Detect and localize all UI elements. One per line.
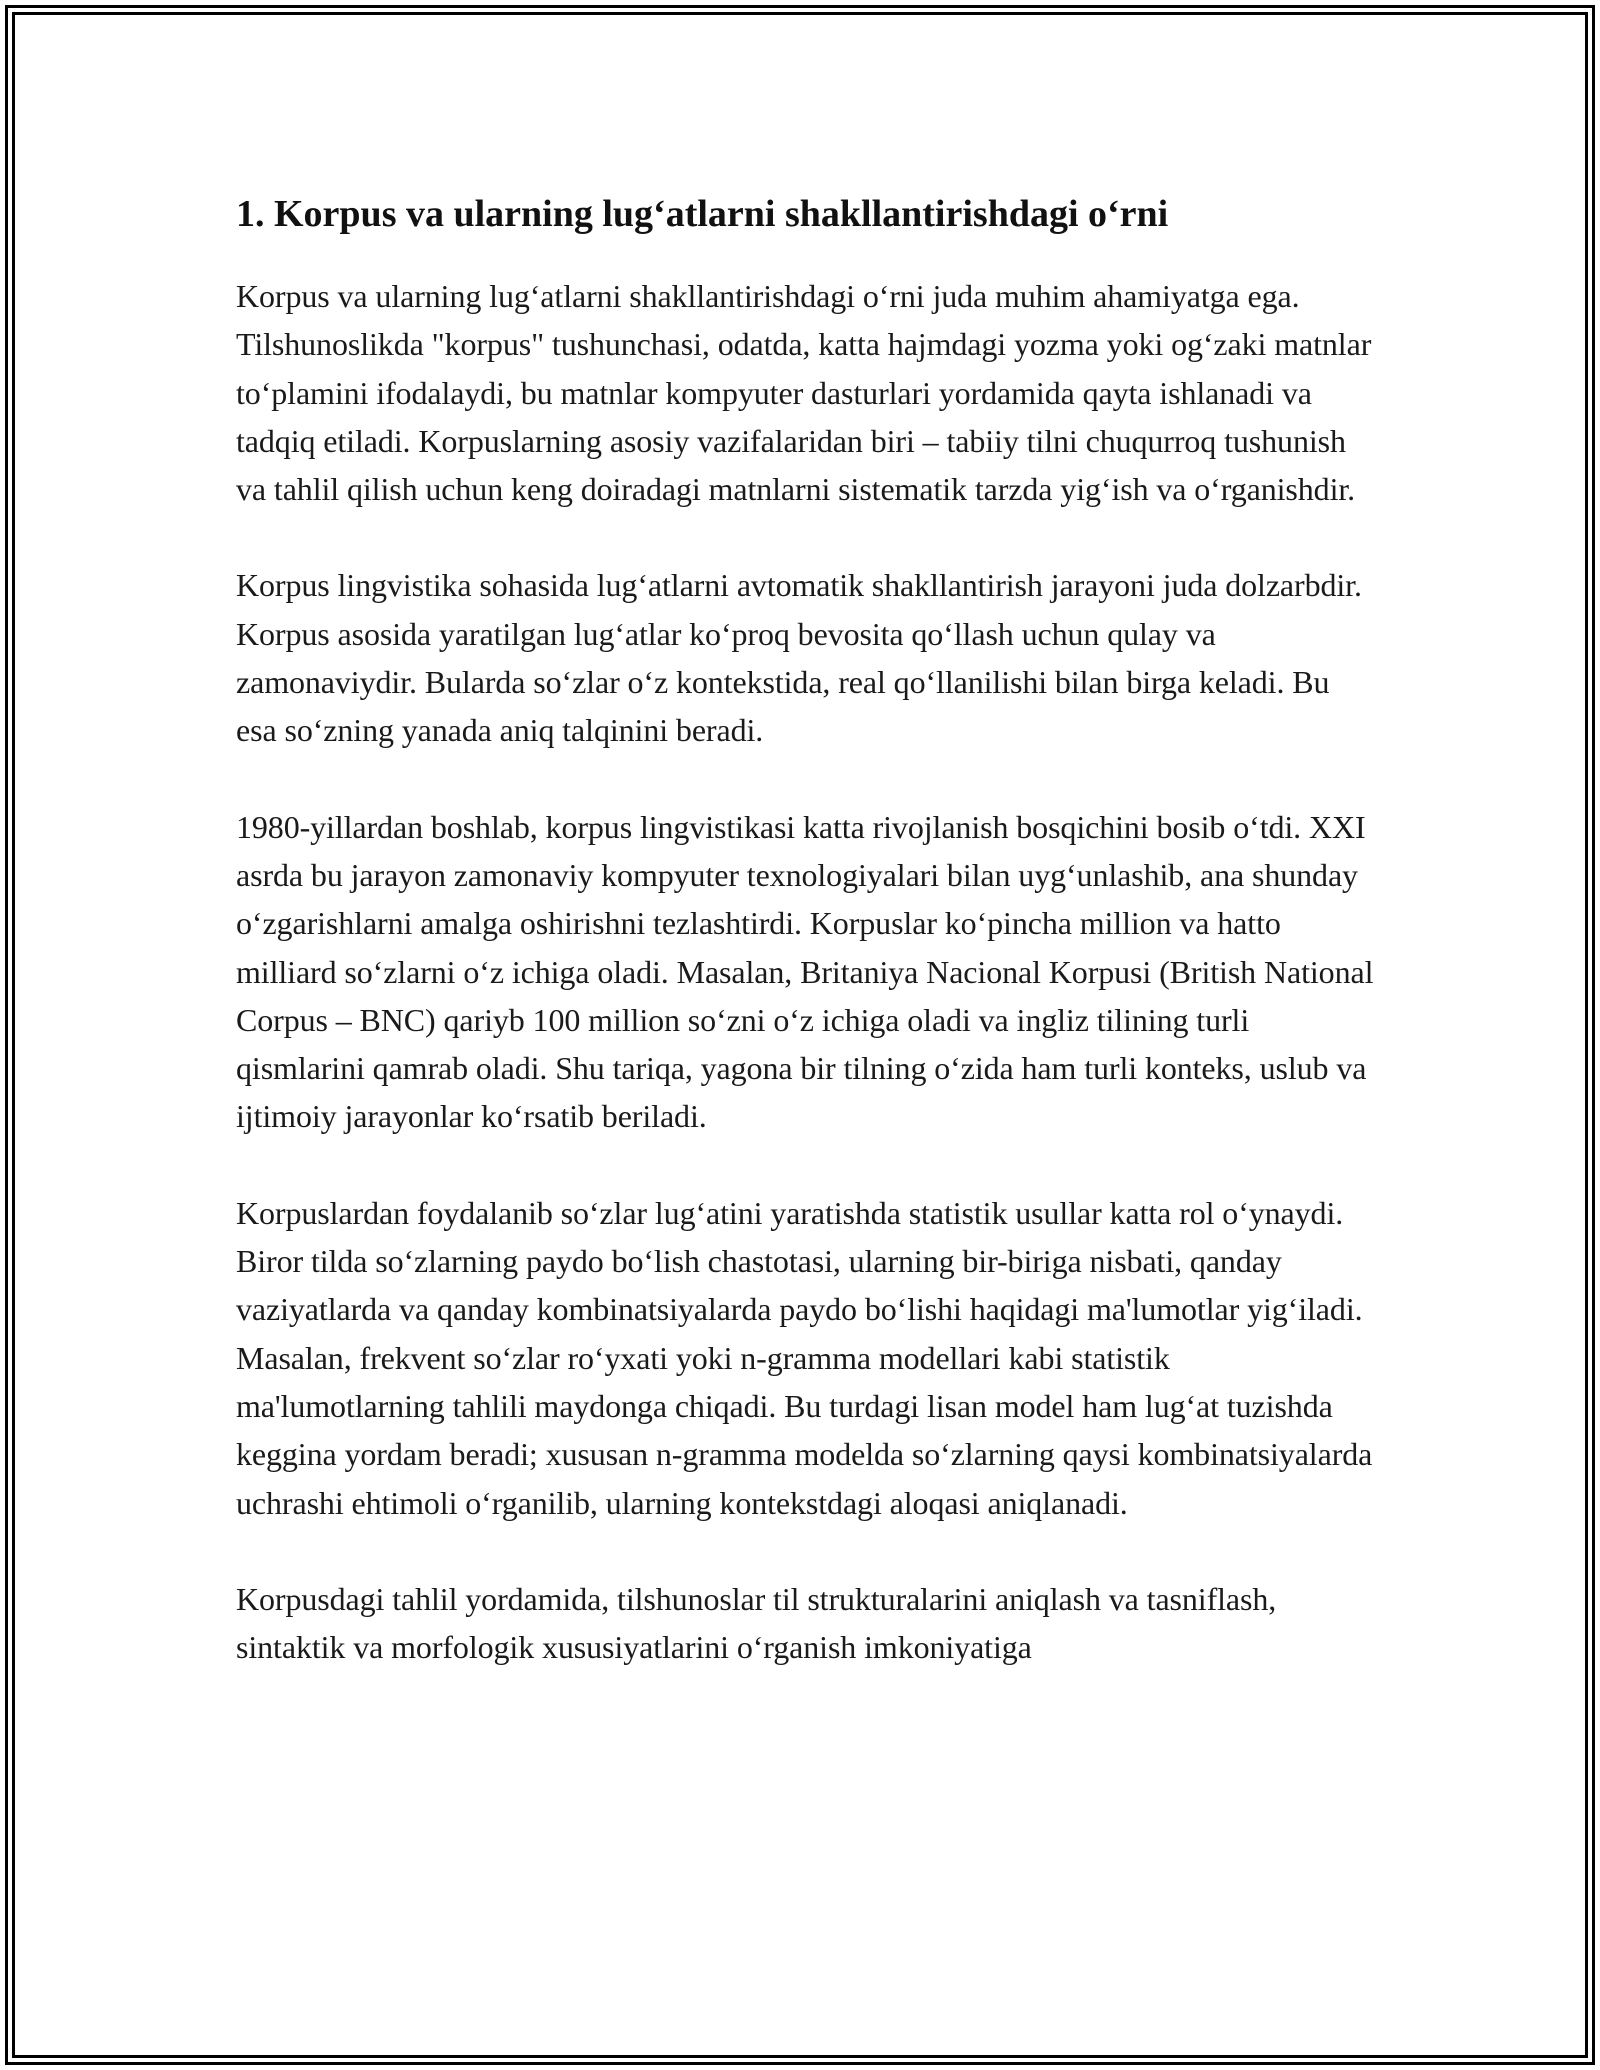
document-body (236, 184, 1376, 1719)
paragraph-3: 1980-yillardan boshlab, korpus lingvistikasi katta rivojlanish bosqichini bosib o‘tdi. XXI asrda bu jarayon zamonaviy kompyuter texnologiyalari bilan uyg‘unlashib, ana shunday o‘zgarishlarni amalga oshirishni tezlashtirdi. Korpuslar ko‘pincha million va hatto milliard so‘zlarni o‘z ichiga oladi. Masalan, Britaniya Nacional Korpusi (British National Corpus – BNC) qariyb 100 million so‘zni o‘z ichiga oladi va ingliz tilining turli qismlarini qamrab oladi. Shu tariqa, yagona bir tilning o‘zida ham turli konteks, uslub va ijtimoiy jarayonlar ko‘rsatib beriladi. (236, 808, 1374, 1135)
paragraph-4: Korpuslardan foydalanib so‘zlar lug‘atini yaratishda statistik usullar katta rol o‘ynaydi. Biror tilda so‘zlarning paydo bo‘lish chastotasi, ularning bir-biriga nisbati, qanday vaziyatlarda va qanday kombinatsiyalarda paydo bo‘lishi haqidagi ma'lumotlar yig‘iladi. Masalan, frekvent so‘zlar ro‘yxati yoki n-gramma modellari kabi statistik ma'lumotlarning tahlili maydonga chiqadi. Bu turdagi lisan model ham lug‘at tuzishda keggina yordam beradi; xususan n-gramma modelda so‘zlarning qaysi kombinatsiyalarda uchrashi ehtimoli o‘rganilib, ularning kontekstdagi aloqasi aniqlanadi. (236, 1194, 1373, 1521)
paragraph-5: Korpusdagi tahlil yordamida, tilshunoslar til strukturalarini aniqlash va tasniflash, sintaktik va morfologik xususiyatlarini o‘rganish imkoniyatiga (236, 1580, 1277, 1666)
paragraph-1: Korpus va ularning lug‘atlarni shakllantirishdagi o‘rni juda muhim ahamiyatga ega. Tilshunoslikda "korpus" tushunchasi, odatda, katta hajmdagi yozma yoki og‘zaki matnlar to‘plamini ifodalaydi, bu matnlar kompyuter dasturlari yordamida qayta ishlanadi va tadqiq etiladi. Korpuslarning asosiy vazifalaridan biri – tabiiy tilni chuqurroq tushunish va tahlil qilish uchun keng doiradagi matnlarni sistematik tarzda yig‘ish va o‘rganishdir. (236, 278, 1372, 508)
section-heading: 1. Korpus va ularning lug‘atlarni shakllantirishdagi o‘rni (236, 193, 1169, 235)
paragraph-2: Korpus lingvistika sohasida lug‘atlarni avtomatik shakllantirish jarayoni juda dolzarbdir. Korpus asosida yaratilgan lug‘atlar ko‘proq bevosita qo‘llash uchun qulay va zamonaviydir. Bularda so‘zlar o‘z kontekstida, real qo‘llanilishi bilan birga keladi. Bu esa so‘zning yanada aniq talqinini beradi. (236, 567, 1362, 749)
